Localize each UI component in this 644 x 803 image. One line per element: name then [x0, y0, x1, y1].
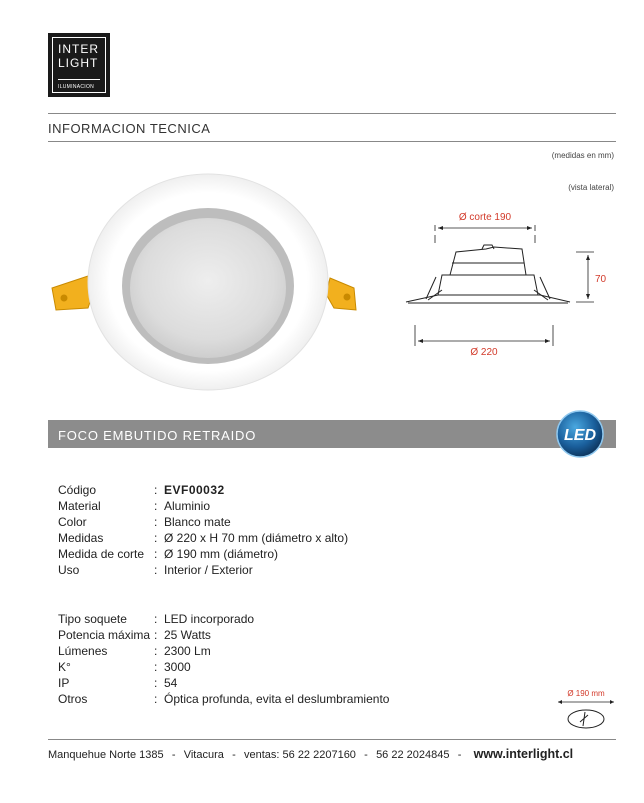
spec-separator: : [154, 692, 158, 706]
spec-value: LED incorporado [164, 612, 255, 626]
spec-key: Otros [58, 692, 88, 706]
footer-phone-2: 56 22 2024845 [376, 749, 450, 761]
logo-line3: ILUMINACION [58, 84, 95, 90]
brand-logo [48, 33, 110, 97]
led-badge-icon [555, 409, 605, 459]
spec-value: Ø 190 mm (diámetro) [164, 547, 279, 561]
led-badge-label: LED [564, 427, 596, 444]
spec-key: Material [58, 499, 101, 513]
cut-dimension-label: Ø corte 190 [458, 212, 512, 223]
spec-separator: : [154, 515, 158, 529]
spec-key: IP [58, 676, 70, 690]
spec-key: Potencia máxima [58, 628, 151, 642]
footer-dash: - [457, 749, 462, 761]
logo-line1: INTER [58, 42, 99, 56]
spec-separator: : [154, 483, 158, 497]
spec-key: Código [58, 483, 97, 497]
cut-symbol-label: Ø 190 mm [567, 689, 605, 698]
product-image [48, 170, 368, 400]
footer-dash: - [171, 749, 176, 761]
spec-value: 54 [164, 676, 178, 690]
footer-city: Vitacura [183, 749, 224, 761]
spec-separator: : [154, 676, 158, 690]
spec-separator: : [154, 660, 158, 674]
spec-value: 25 Watts [164, 628, 211, 642]
spec-value: 2300 Lm [164, 644, 211, 658]
spec-separator: : [154, 612, 158, 626]
spec-value: 3000 [164, 660, 191, 674]
cut-diameter-icon [552, 686, 616, 732]
product-banner [48, 420, 616, 448]
spec-separator: : [154, 563, 158, 577]
product-title: FOCO EMBUTIDO RETRAIDO [58, 428, 257, 443]
spec-key: Lúmenes [58, 644, 108, 658]
spec-value: Blanco mate [164, 515, 231, 529]
spec-separator: : [154, 644, 158, 658]
spec-separator: : [154, 531, 158, 545]
spec-key: Tipo soquete [58, 612, 127, 626]
spec-key: Color [58, 515, 87, 529]
spec-key: Medidas [58, 531, 104, 545]
spec-value: EVF00032 [164, 483, 225, 497]
units-note: (medidas en mm) [551, 151, 614, 160]
section-title: INFORMACION TECNICA [48, 121, 211, 136]
footer-phone-sales: ventas: 56 22 2207160 [244, 749, 356, 761]
spec-separator: : [154, 547, 158, 561]
view-note: (vista lateral) [568, 183, 614, 192]
spec-value: Óptica profunda, evita el deslumbramiento [164, 692, 390, 706]
logo-line2: LIGHT [58, 56, 99, 70]
right-clip [326, 278, 356, 310]
footer-website-link[interactable]: www.interlight.cl [473, 747, 574, 761]
side-view-drawing [398, 205, 618, 365]
logo-divider [58, 79, 100, 80]
footer [48, 747, 573, 761]
spec-key: Medida de corte [58, 547, 145, 561]
spec-key: K° [58, 660, 71, 674]
height-dimension-label: 70 [595, 274, 607, 285]
spec-separator: : [154, 499, 158, 513]
footer-dash: - [232, 749, 236, 761]
diameter-dimension-label: Ø 220 [470, 347, 498, 358]
spec-separator: : [154, 628, 158, 642]
footer-rule [48, 739, 616, 740]
section-rule [48, 141, 616, 142]
top-rule [48, 113, 616, 114]
spec-value: Interior / Exterior [164, 563, 253, 577]
spec-value: Aluminio [164, 499, 211, 513]
spec-value: Ø 220 x H 70 mm (diámetro x alto) [164, 531, 349, 545]
footer-dash: - [364, 749, 368, 761]
spec-key: Uso [58, 563, 80, 577]
footer-address: Manquehue Norte 1385 [48, 749, 164, 761]
